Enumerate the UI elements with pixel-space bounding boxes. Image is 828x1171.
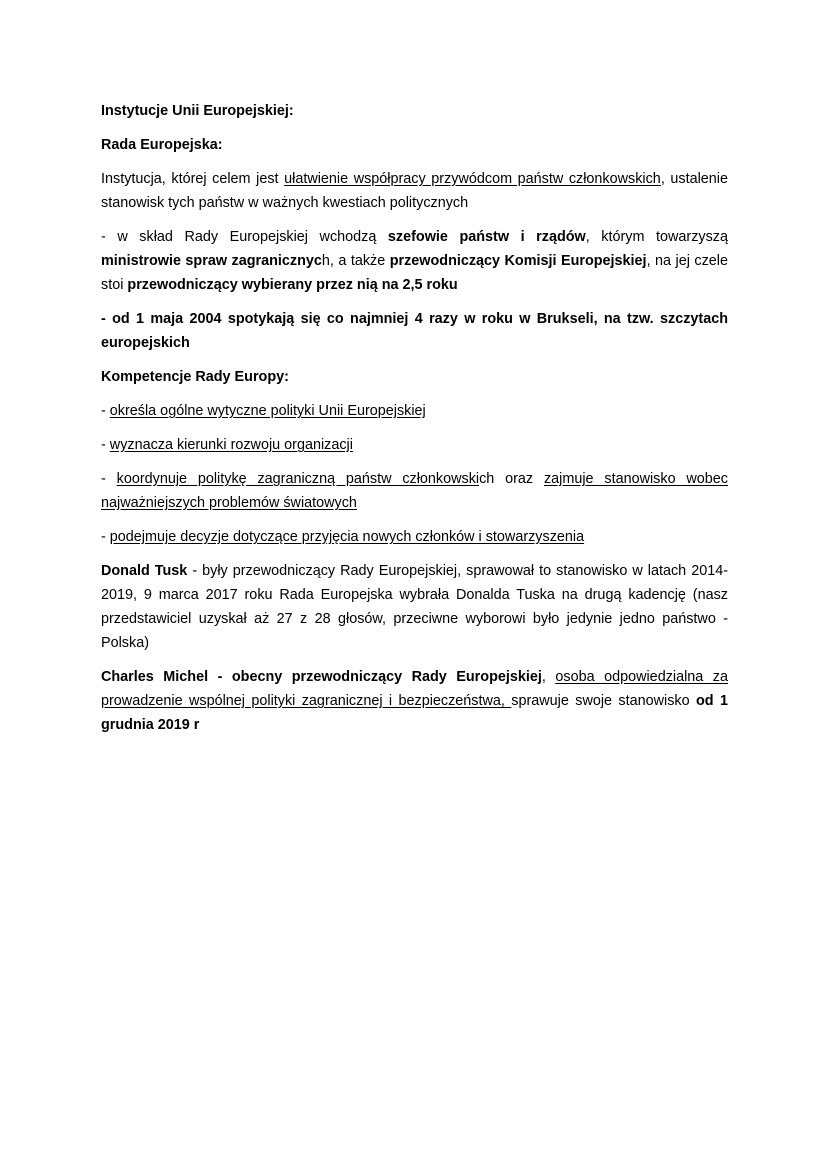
competence-text: wyznacza kierunki rozwoju organizacji — [109, 437, 353, 453]
michel-text-2: sprawuje swoje stanowisko — [511, 693, 697, 709]
composition-bold-4: przewodniczący wybierany przez nią na 2,5 roku — [127, 277, 458, 293]
competence-dash: - — [101, 403, 110, 419]
document-page — [101, 99, 728, 747]
competence-item-1 — [101, 399, 728, 423]
competence-text: określa ogólne wytyczne polityki Unii Europejskiej — [109, 403, 426, 419]
tusk-text: - były przewodniczący Rady Europejskiej, sprawował to stanowisko w latach 2014-2019, 9 marca 2017 roku Rada Europejska wybrała Donalda Tuska na drugą kadencję (nasz przedstawiciel uzyskał aż 27 z 28 głosów, przeciwne wyborowi było jedynie jedno państwo - Polska) — [101, 563, 728, 651]
composition-bold-2-suffix: h — [321, 253, 330, 269]
competence-item-2 — [101, 433, 728, 457]
definition-text-2: , ustalenie stanowisk tych państw w ważnych kwestiach politycznych — [101, 171, 729, 211]
paragraph-definition — [101, 167, 728, 215]
paragraph-donald-tusk — [101, 559, 728, 655]
competence-text-plain: ch oraz — [479, 471, 544, 487]
section-heading-kompetencje: Kompetencje Rady Europy: — [101, 369, 289, 385]
section-heading-rada-europejska: Rada Europejska: — [101, 137, 223, 153]
competence-item-4 — [101, 525, 728, 549]
competence-item-3 — [101, 467, 728, 515]
paragraph-meetings: - od 1 maja 2004 spotykają się co najmniej 4 razy w roku w Brukseli, na tzw. szczytach europejskich — [101, 311, 728, 351]
definition-underlined: ułatwienie współpracy przywódcom państw członkowskich — [284, 171, 661, 187]
competence-dash: - — [101, 437, 110, 453]
competence-dash: - — [101, 529, 110, 545]
competence-text-underlined-1: koordynuje politykę zagraniczną państw członkowski — [116, 471, 480, 487]
michel-underlined: osoba odpowiedzialna za prowadzenie wspólnej polityki zagranicznej i bezpieczeństwa, — [101, 669, 728, 709]
competence-text-underlined-2: zajmuje stanowisko wobec najważniejszych problemów światowych — [101, 471, 728, 511]
composition-text-4: , na jej czele stoi — [101, 253, 728, 293]
document-title: Instytucje Unii Europejskiej: — [101, 103, 294, 119]
composition-text-2: , którym towarzyszą — [585, 229, 728, 245]
paragraph-composition — [101, 225, 728, 297]
composition-bold-3: przewodniczący Komisji Europejskiej — [389, 253, 647, 269]
tusk-name: Donald Tusk — [101, 563, 188, 579]
composition-bold-2: ministrowie spraw zagranicznyc — [101, 253, 322, 269]
competence-text: podejmuje decyzje dotyczące przyjęcia nowych członków i stowarzyszenia — [109, 529, 585, 545]
paragraph-charles-michel — [101, 665, 728, 737]
michel-text-1: , — [541, 669, 556, 685]
composition-text-3: , a także — [329, 253, 390, 269]
competence-dash: - — [101, 471, 117, 487]
composition-bold-1: szefowie państw i rządów — [387, 229, 586, 245]
michel-bold-2: od 1 grudnia 2019 r — [101, 693, 728, 733]
definition-text-1: Instytucja, której celem jest — [101, 171, 285, 187]
composition-text-1: - w skład Rady Europejskiej wchodzą — [101, 229, 388, 245]
michel-bold-1: Charles Michel - obecny przewodniczący Rady Europejskiej — [101, 669, 542, 685]
